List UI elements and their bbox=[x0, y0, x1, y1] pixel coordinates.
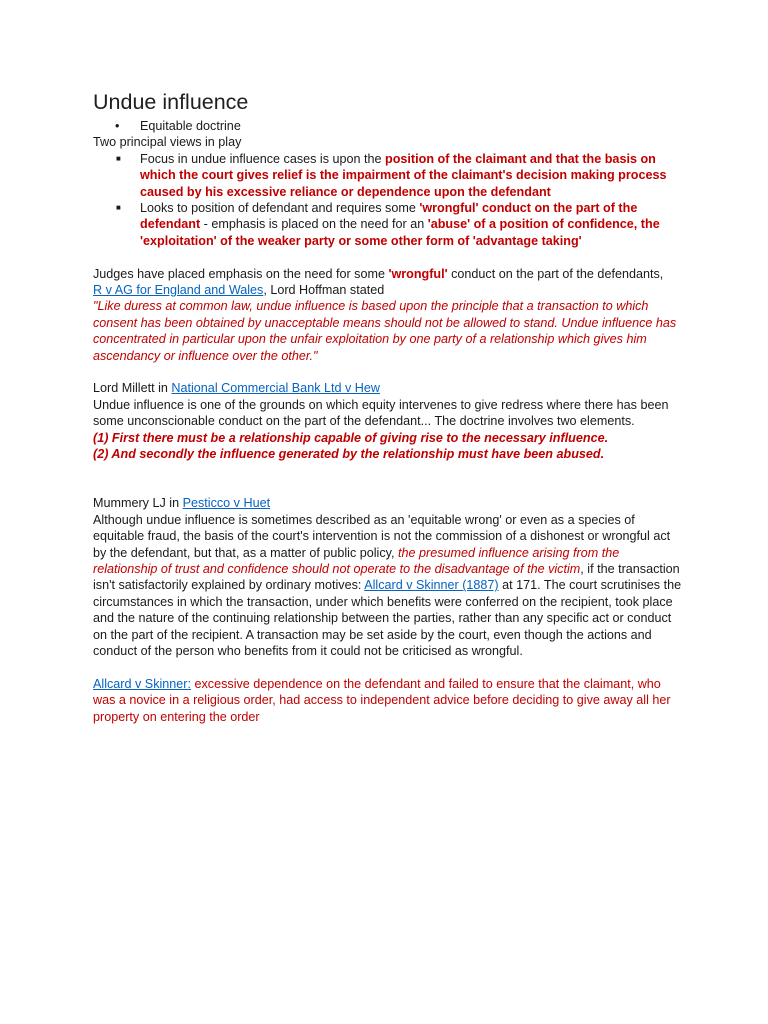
spacer bbox=[93, 249, 685, 265]
hoffman-line: R v AG for England and Wales, Lord Hoffman stated bbox=[93, 283, 385, 298]
bullet-icon: • bbox=[115, 119, 120, 133]
spacer bbox=[93, 364, 685, 380]
document-body bbox=[93, 88, 685, 725]
millett-line: Lord Millett in National Commercial Bank Ltd v Hew bbox=[93, 381, 380, 396]
case-link-allcard-1887[interactable]: Allcard v Skinner (1887) bbox=[364, 578, 499, 593]
case-link-pesticco-v-huet[interactable]: Pesticco v Huet bbox=[182, 496, 271, 511]
millett-point-1: (1) First there must be a relationship capable of giving rise to the necessary influence. bbox=[93, 430, 609, 445]
list-item-view1: ■ Focus in undue influence cases is upon the position of the claimant and that the basis on which the court gives relief is the impairment of the claimant's decision making process caused by his excessive reliance or dependence upon the defendant bbox=[116, 151, 667, 199]
square-bullet-icon: ■ bbox=[116, 203, 121, 213]
list-item-view2: ■ Looks to position of defendant and requires some 'wrongful' conduct on the part of the defendant - emphasis is placed on the need for an 'abuse' of a position of confidence, the 'exploitation' of the weaker party or some other form of 'advantage taking' bbox=[116, 201, 660, 248]
page-title: Undue influence bbox=[93, 90, 249, 114]
spacer bbox=[93, 463, 685, 496]
views-intro: Two principal views in play bbox=[93, 135, 242, 150]
hoffman-quote: "Like duress at common law, undue influence is based upon the principle that a transaction to which consent has been obtained by unacceptable means should not be allowed to stand. Undue influence has concentrated in particular upon the unfair exploitation by one party of a relationship which gives him ascendancy or influence over the other." bbox=[93, 299, 677, 363]
mummery-line: Mummery LJ in Pesticco v Huet bbox=[93, 496, 271, 511]
millett-body: Undue influence is one of the grounds on which equity intervenes to give redress where there has been some unconscionable conduct on the part of the defendant... The doctrine involves two elements. bbox=[93, 397, 669, 429]
allcard-paragraph: Allcard v Skinner: excessive dependence on the defendant and failed to ensure that the claimant, who was a novice in a religious order, had access to independent advice before deciding to give away all her property on entering the order bbox=[93, 676, 671, 724]
judges-paragraph: Judges have placed emphasis on the need for some 'wrongful' conduct on the part of the defendants, bbox=[93, 266, 664, 281]
spacer bbox=[93, 659, 685, 675]
square-bullet-icon: ■ bbox=[116, 153, 121, 163]
case-link-allcard-v-skinner[interactable]: Allcard v Skinner: bbox=[93, 676, 191, 691]
case-link-national-commercial-bank[interactable]: National Commercial Bank Ltd v Hew bbox=[171, 381, 380, 396]
list-item: • Equitable doctrine bbox=[115, 119, 241, 133]
millett-point-2: (2) And secondly the influence generated by the relationship must have been abused. bbox=[93, 447, 605, 462]
case-link-r-v-ag[interactable]: R v AG for England and Wales bbox=[93, 283, 264, 298]
mummery-body: Although undue influence is sometimes described as an 'equitable wrong' or even as a species of equitable fraud, the basis of the court's intervention is not the commission of a dishonest or wrongful act by the defendant, but that, as a matter of public policy, the presumed influence arising from the relationship of trust and confidence should not operate to the disadvantage of the victim, if the transaction isn't satisfactorily explained by ordinary motives: Allcard v Skinner (1887) at 171. The court scrutinises the circumstances in which the transaction, under which benefits were conferred on the recipient, took place and the nature of the continuing relationship between the parties, rather than any specific act or conduct on the part of the recipient. A transaction may be set aside by the court, even though the actions and conduct of the person who benefits from it could not be criticised as wrongful. bbox=[93, 512, 682, 658]
